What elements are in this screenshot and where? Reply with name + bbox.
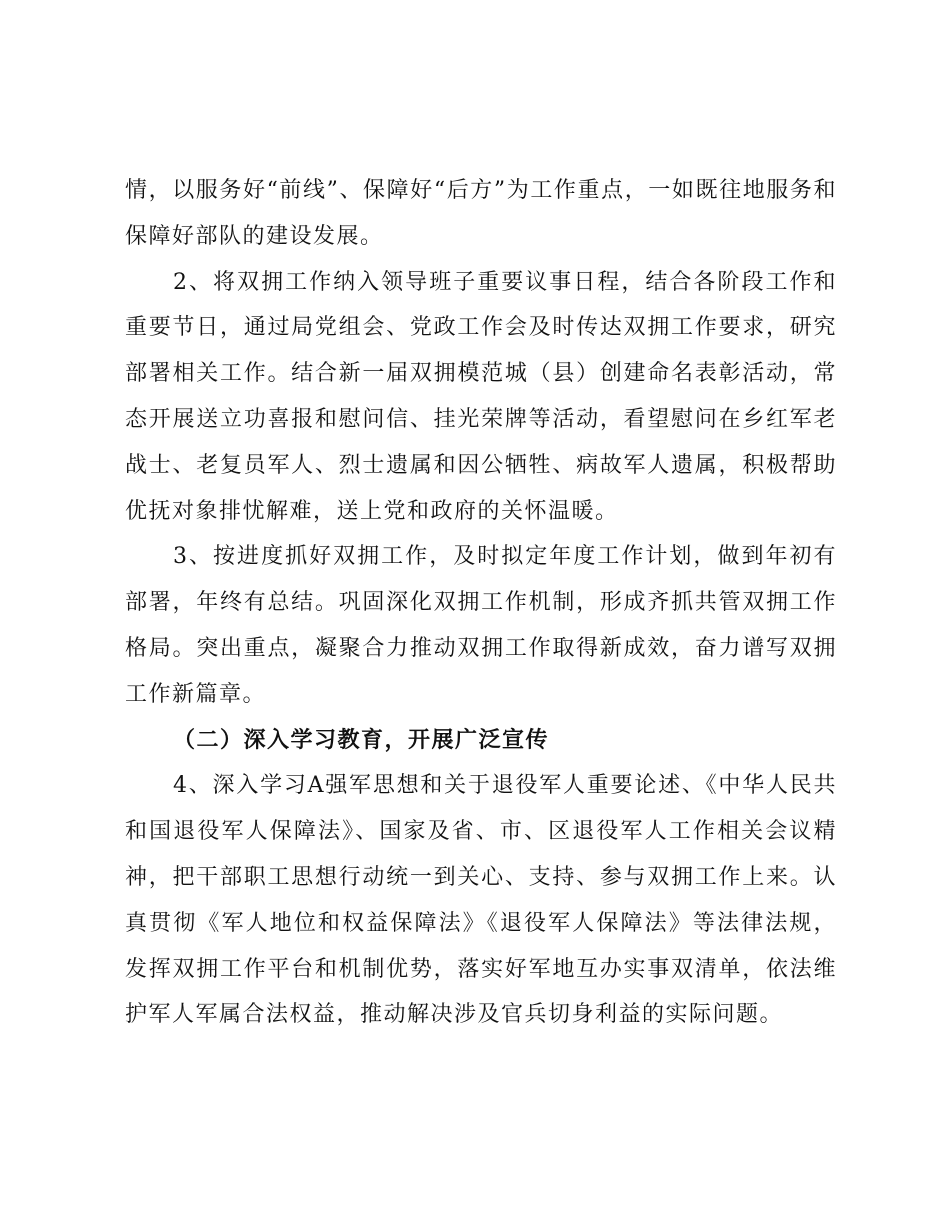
document-body — [125, 168, 837, 1038]
paragraph-item-4: 4、深入学习A强军思想和关于退役军人重要论述、《中华人民共和国退役军人保障法》、国家及省、市、区退役军人工作相关会议精神，把干部职工思想行动统一到关心、支持、参与双拥工作上来。认真贯彻《军人地位和权益保障法》《退役军人保障法》等法律法规，发挥双拥工作平台和机制优势，落实好军地互办实事双清单，依法维护军人军属合法权益，推动解决涉及官兵切身利益的实际问题。 — [125, 773, 837, 1028]
paragraph-continuation: 情，以服务好“前线”、保障好“后方”为工作重点，一如既往地服务和保障好部队的建设发展。 — [125, 178, 837, 249]
paragraph-item-3: 3、按进度抓好双拥工作，及时拟定年度工作计划，做到年初有部署，年终有总结。巩固深化双拥工作机制，形成齐抓共管双拥工作格局。突出重点，凝聚合力推动双拥工作取得新成效，奋力谱写双拥工作新篇章。 — [125, 544, 837, 707]
section-heading: （二）深入学习教育，开展广泛宣传 — [173, 726, 550, 753]
paragraph-item-2: 2、将双拥工作纳入领导班子重要议事日程，结合各阶段工作和重要节日，通过局党组会、党政工作会及时传达双拥工作要求，研究部署相关工作。结合新一届双拥模范城（县）创建命名表彰活动，常态开展送立功喜报和慰问信、挂光荣牌等活动，看望慰问在乡红军老战士、老复员军人、烈士遗属和因公牺牲、病故军人遗属，积极帮助优抚对象排忧解难，送上党和政府的关怀温暖。 — [125, 269, 837, 524]
